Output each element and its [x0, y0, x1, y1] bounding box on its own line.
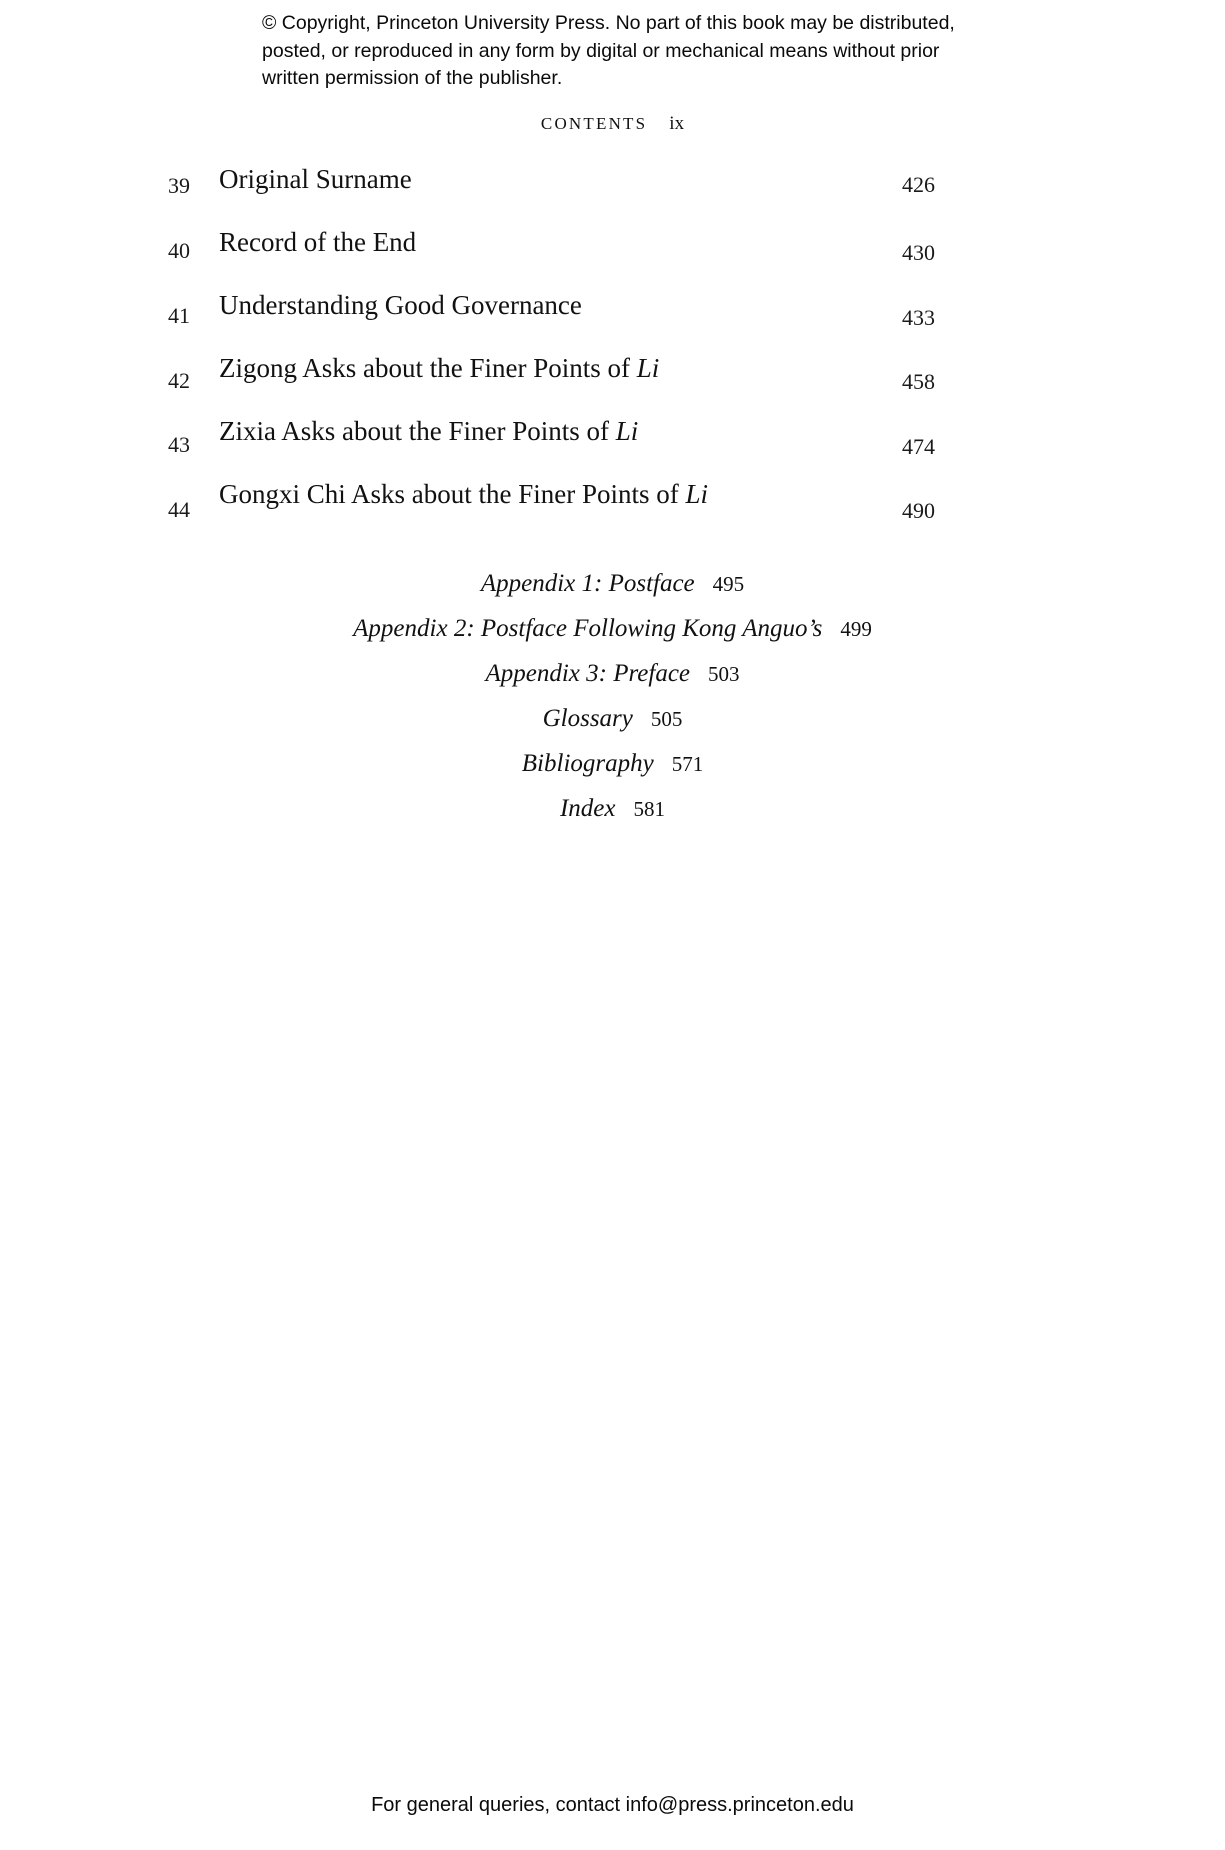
toc-entry-page: 433 [902, 305, 935, 330]
toc-entry-number: 42 [168, 368, 190, 393]
toc-entry-title-italic: Li [615, 416, 639, 446]
toc-entry-title [219, 290, 582, 321]
toc-entry [0, 160, 1225, 223]
backmatter-entry-title: Appendix 1: Postface [480, 570, 695, 597]
backmatter-entry-title: Bibliography [521, 750, 654, 777]
toc-entry-page: 430 [902, 240, 935, 265]
backmatter-entry-page: 499 [840, 617, 872, 641]
backmatter-entry-page: 505 [650, 707, 683, 731]
footer-queries-note: For general queries, contact info@press.princeton.edu [371, 1794, 854, 1816]
backmatter-entry [0, 660, 1225, 705]
toc-entry [0, 223, 1225, 286]
toc-entry-title-plain: Record of the End [219, 227, 417, 257]
backmatter-entry [0, 750, 1225, 795]
toc-entry-title [219, 479, 708, 510]
toc-entry [0, 475, 1225, 538]
toc-entry-number: 41 [168, 303, 190, 328]
toc-entry [0, 349, 1225, 412]
toc-entry [0, 286, 1225, 349]
backmatter-entry [0, 570, 1225, 615]
running-head-label: CONTENTS [540, 114, 648, 133]
backmatter-entry-page: 495 [712, 572, 745, 596]
running-head [0, 113, 1225, 135]
backmatter-entry-title: Appendix 3: Preface [485, 660, 691, 687]
toc-entry-title [219, 227, 416, 258]
backmatter-entry [0, 615, 1225, 660]
backmatter-entry-page: 503 [708, 662, 740, 686]
toc-entry-title-plain: Zixia Asks about the Finer Points of [219, 416, 616, 446]
toc-entry-title [219, 164, 412, 195]
backmatter-entry [0, 795, 1225, 840]
toc-entry-page: 458 [902, 369, 935, 394]
toc-entry-title [219, 416, 638, 447]
toc-entry-number: 40 [168, 238, 190, 263]
toc-entry-number: 39 [168, 173, 190, 198]
backmatter-entry [0, 705, 1225, 750]
table-of-contents [0, 160, 1225, 538]
backmatter-list [0, 570, 1225, 840]
toc-entry-number: 44 [168, 497, 190, 522]
toc-entry-title-italic: Li [636, 353, 660, 383]
backmatter-entry-title: Glossary [542, 705, 633, 732]
toc-entry-page: 474 [902, 434, 935, 459]
toc-entry-page: 426 [902, 172, 935, 197]
toc-entry [0, 412, 1225, 475]
toc-entry-title [219, 353, 659, 384]
backmatter-entry-title: Appendix 2: Postface Following Kong Anguo’s [353, 615, 823, 642]
toc-entry-title-plain: Gongxi Chi Asks about the Finer Points of [219, 479, 686, 509]
toc-entry-title-italic: Li [685, 479, 709, 509]
copyright-notice: © Copyright, Princeton University Press. No part of this book may be distributed, posted, or reproduced in any form by digital or mechanical means without prior written permission of the publisher. [262, 12, 955, 90]
toc-entry-title-plain: Zigong Asks about the Finer Points of [219, 353, 637, 383]
toc-entry-page: 490 [902, 498, 935, 523]
backmatter-entry-page: 571 [671, 752, 704, 776]
backmatter-entry-title: Index [559, 795, 616, 822]
toc-entry-title-plain: Original Surname [219, 164, 412, 194]
backmatter-entry-page: 581 [633, 797, 666, 821]
page-folio: ix [669, 113, 685, 134]
toc-entry-title-plain: Understanding Good Governance [219, 290, 582, 320]
toc-entry-number: 43 [168, 432, 190, 457]
